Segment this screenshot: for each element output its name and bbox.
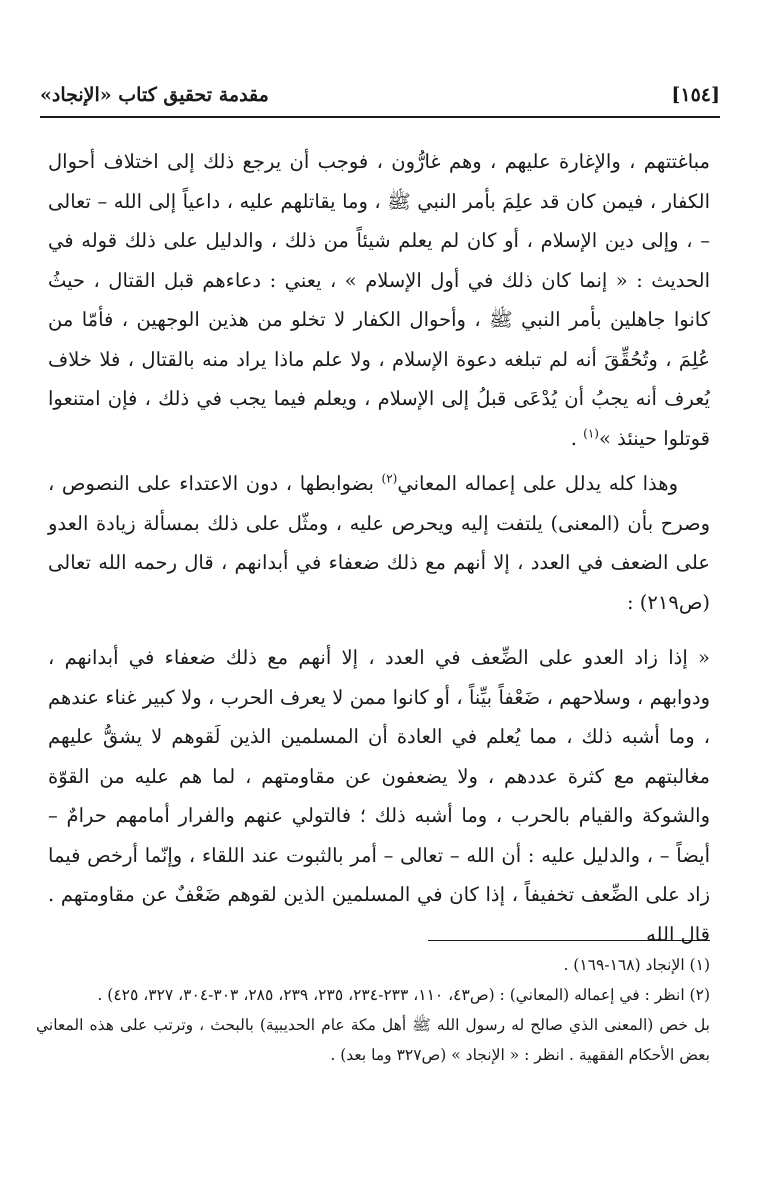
footnote-divider: [428, 940, 710, 941]
main-text: [48, 142, 710, 954]
p1-line-5: النبي ﷺ ، وأحوال الكفار لا تخلو من هذين الوجهين ، فأمّا من عُلِمَ ، وتُحُقِّقَ أنه لم: [48, 308, 710, 371]
footnote-ref-1[interactable]: (١): [583, 426, 599, 440]
page-header: [40, 82, 720, 118]
p1-line-2: الكفار ، فيمن كان قد علِمَ بأمر النبي ﷺ ، وما يقاتلهم عليه ، داعياً إلى الله – تعالى – ،: [48, 189, 711, 252]
p2-rest: بضوابطها ، دون الاعتداء على النصوص ، وصرح بأن (المعنى) يلتفت إليه ويحرص عليه ، ومثّل على ذلك بمسألة زيادة العدو على الضعف في العدد ، إلا أنهم مع ذلك ضعفاء في أبدانهم ، قال رحمه الله تعالى (ص٢١٩) :: [48, 472, 710, 614]
footnote-ref-2[interactable]: (٢): [381, 471, 398, 486]
footnote-2-continued: بل خص (المعنى الذي صالح له رسول الله ﷺ أهل مكة عام الحديبية) بالبحث ، وترتب على هذه المعاني بعض الأحكام الفقهية . انظر : « الإنجاد » (ص٣٢٧ وما بعد) .: [36, 1016, 710, 1064]
p1-end: .: [570, 426, 584, 450]
p1-line-6: تبلغه دعوة الإسلام ، ولا علم ماذا يراد منه بالقتال ، فلا خلاف يُعرف أنه يجبُ أن: [48, 347, 710, 410]
quote-paragraph: « إذا زاد العدو على الضِّعف في العدد ، إلا أنهم مع ذلك ضعفاء في أبدانهم ، ودوابهم ، وسلاحهم ، ضَعْفاً بيِّناً ، أو كانوا ممن لا يعرف الحرب ، ولا كبير غناء عندهم ، وما أشبه ذلك ، مما يُعلم في العادة أن المسلمين الذين لَقوهم لا يشقُّ عليهم مغالبتهم مع كثرة عددهم ، ولا يضعفون عن مقاومتهم ، لما هم عليه من القوّة والشوكة والقيام بالحرب ، وما أشبه ذلك ؛ فالتولي عنهم والفرار أمامهم حرامٌ – أيضاً – ، والدليل عليه : أن الله – تعالى – أمر بالثبوت عند اللقاء ، وإنّما أرخص فيما زاد على الضِّعف تخفيفاً ، إذا كان في المسلمين الذين لقوهم ضَعْفٌ عن مقاومتهم . قال الله: [48, 646, 710, 946]
paragraph-2: [48, 464, 710, 622]
p1-line-4: « إنما كان ذلك في أول الإسلام » ، يعني : دعاءهم قبل القتال ، حيثُ كانوا جاهلين بأمر: [48, 268, 710, 331]
paragraph-1: [48, 142, 710, 458]
running-title: مقدمة تحقيق كتاب «الإنجاد»: [40, 84, 269, 106]
footnotes: [36, 950, 710, 1070]
p1-line-7: يُدْعَى قبلُ إلى الإسلام ، ويعلم فيما يجب في ذلك ، فإن امتنعوا قوتلوا حينئذ »: [48, 387, 710, 450]
footnote-2: (٢) انظر : في إعماله (المعاني) : (ص٤٣، ١١٠، ٢٣٣-٢٣٤، ٢٣٥، ٢٣٩، ٢٨٥، ٣٠٣-٣٠٤، ٣٢٧، ٤٢٥) .: [97, 986, 710, 1004]
p1-line-1: مباغتتهم ، والإغارة عليهم ، وهم غارُّون ، فوجب أن يرجع ذلك إلى اختلاف أحوال: [48, 150, 710, 173]
p1-line-3: وإلى دين الإسلام ، أو كان لم يعلم شيئاً من ذلك ، والدليل على ذلك قوله في الحديث :: [48, 229, 710, 292]
page-number: [١٥٤]: [671, 84, 720, 106]
footnote-1: (١) الإنجاد (١٦٨-١٦٩) .: [563, 956, 710, 974]
p2-start: وهذا كله يدلل على إعماله المعاني: [397, 472, 678, 495]
